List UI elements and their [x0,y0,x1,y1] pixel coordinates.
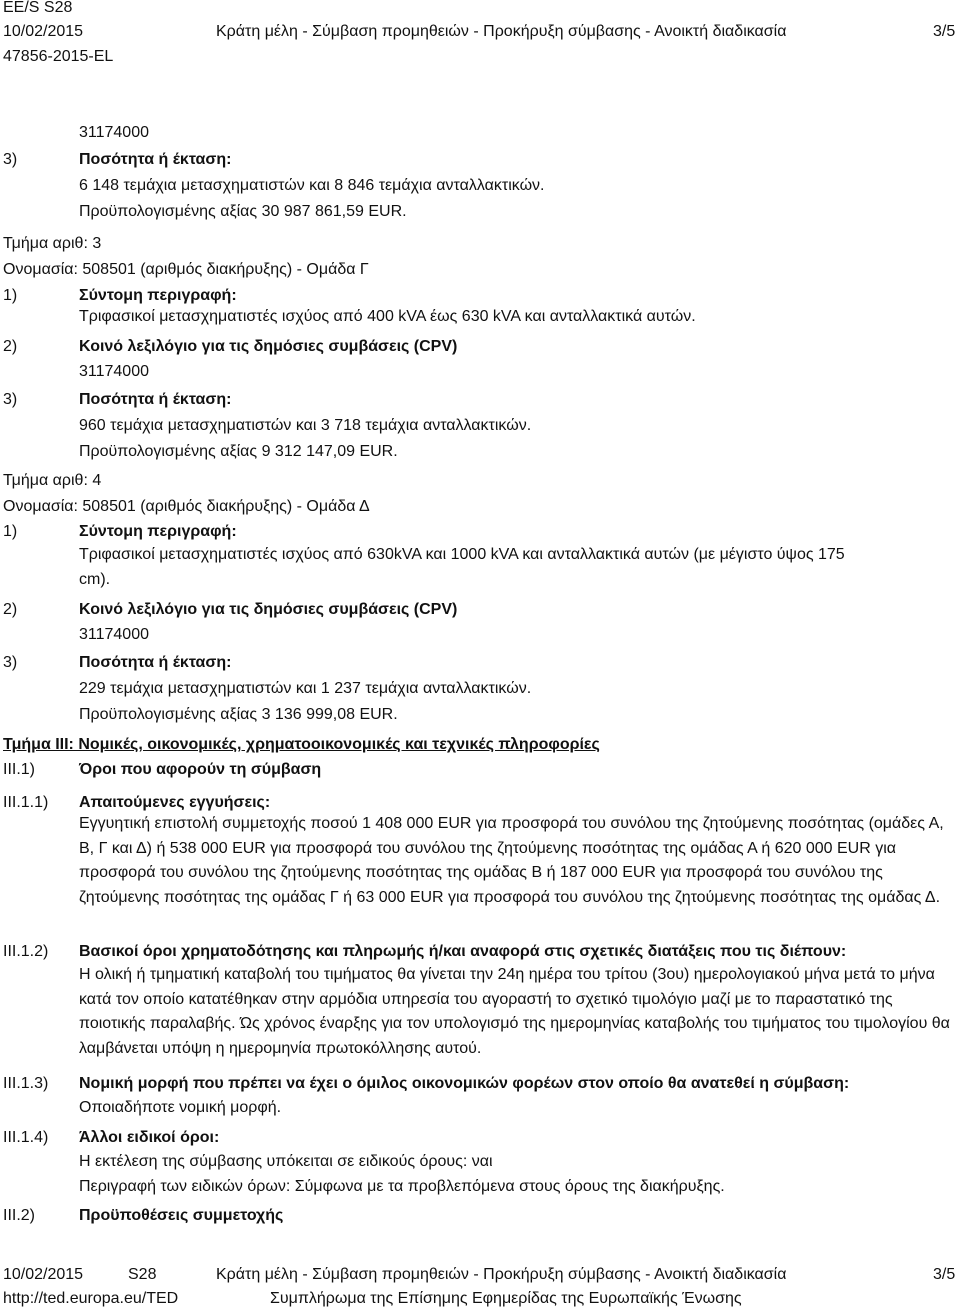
lot4-number: Τμήμα αριθ: 4 [3,472,102,489]
lot3-number: Τμήμα αριθ: 3 [3,235,102,252]
s311-title: Απαιτούμενες εγγυήσεις: [79,794,271,811]
header-date: 10/02/2015 [3,23,84,40]
s32-title: Προϋποθέσεις συμμετοχής [79,1207,284,1224]
s314-line1: Η εκτέλεση της σύμβασης υπόκειται σε ειδικούς όρους: ναι [79,1153,493,1170]
footer-title: Κράτη μέλη - Σύμβαση προμηθειών - Προκήρυξη σύμβασης - Ανοικτή διαδικασία [216,1266,787,1283]
header-doc-code: EE/S S28 [3,0,73,16]
cont-qty-line1: 6 148 τεμάχια μετασχηματιστών και 8 846 τεμάχια ανταλλακτικών. [79,177,545,194]
lot4-name: Ονομασία: 508501 (αριθμός διακήρυξης) - Ομάδα Δ [3,498,370,515]
lot3-qty-line1: 960 τεμάχια μετασχηματιστών και 3 718 τεμάχια ανταλλακτικών. [79,417,532,434]
lot3-desc-text: Τριφασικοί μετασχηματιστές ισχύος από 400 kVA έως 630 kVA και ανταλλακτικά αυτών. [79,308,696,325]
s312-title: Βασικοί όροι χρηματοδότησης και πληρωμής ή/και αναφορά στις σχετικές διατάξεις που τις διέπουν: [79,943,847,960]
lot3-qty-number: 3) [3,391,18,408]
s312-text: Η ολική ή τμηματική καταβολή του τιμήματος θα γίνεται την 24η ημέρα του τρίτου (3ου) ημερολογιακού μήνα μετά το μήνα κατά τον οποίο κατατέθηκαν στην αρμόδια υπηρεσία του αγοραστή το σχετικό τιμολόγιο μαζί με το παραστατικό της ποιοτικής παραλαβής. Ώς χρόνος έναρξης για τον υπολογισμό της ημερομηνίας καταβολής του τιμήματος του τιμολογίου θα λαμβάνεται υπόψη η ημερομηνία πρωτοκόλλησης αυτού. [79,966,950,1057]
lot4-desc-number: 1) [3,523,18,540]
header-notice-id: 47856-2015-EL [3,48,114,65]
lot4-desc-label: Σύντομη περιγραφή: [79,523,237,540]
lot3-qty-label: Ποσότητα ή έκταση: [79,391,232,408]
lot3-name: Ονομασία: 508501 (αριθμός διακήρυξης) - Ομάδα Γ [3,261,369,278]
cont-qty-label: Ποσότητα ή έκταση: [79,151,232,168]
footer-code: S28 [128,1266,157,1283]
s313-title: Νομική μορφή που πρέπει να έχει ο όμιλος οικονομικών φορέων στον οποίο θα ανατεθεί η σύμβαση: [79,1075,850,1092]
lot4-cpv-label: Κοινό λεξιλόγιο για τις δημόσιες συμβάσεις (CPV) [79,601,458,618]
lot3-desc-label: Σύντομη περιγραφή: [79,287,237,304]
header-title: Κράτη μέλη - Σύμβαση προμηθειών - Προκήρυξη σύμβασης - Ανοικτή διαδικασία [216,23,787,40]
lot4-qty-label: Ποσότητα ή έκταση: [79,654,232,671]
cont-cpv-code: 31174000 [79,124,149,141]
s31-title: Όροι που αφορούν τη σύμβαση [79,761,322,778]
s314-line2: Περιγραφή των ειδικών όρων: Σύμφωνα με τα προβλεπόμενα στους όρους της διακήρυξης. [79,1178,725,1195]
footer-url[interactable]: http://ted.europa.eu/TED [3,1290,179,1307]
footer-supplement: Συμπλήρωμα της Επίσημης Εφημερίδας της Ευρωπαϊκής Ένωσης [270,1290,742,1307]
s311-number: III.1.1) [3,794,49,811]
s313-number: III.1.3) [3,1075,49,1092]
s313-text: Οποιαδήποτε νομική μορφή. [79,1099,282,1116]
s314-title: Άλλοι ειδικοί όροι: [79,1129,220,1146]
lot4-cpv-code: 31174000 [79,626,149,643]
lot4-qty-line2: Προϋπολογισμένης αξίας 3 136 999,08 EUR. [79,706,398,723]
s314-number: III.1.4) [3,1129,49,1146]
lot4-cpv-number: 2) [3,601,18,618]
lot4-qty-line1: 229 τεμάχια μετασχηματιστών και 1 237 τεμάχια ανταλλακτικών. [79,680,532,697]
footer-page-number: 3/5 [933,1266,956,1283]
s31-number: III.1) [3,761,36,778]
lot4-qty-number: 3) [3,654,18,671]
cont-qty-number: 3) [3,151,18,168]
lot3-cpv-code: 31174000 [79,363,149,380]
lot4-desc-line1: Τριφασικοί μετασχηματιστές ισχύος από 630kVA και 1000 kVA και ανταλλακτικά αυτών (με μέγιστο ύψος 175 [79,546,845,563]
lot4-desc-line2: cm). [79,571,111,588]
lot3-cpv-label: Κοινό λεξιλόγιο για τις δημόσιες συμβάσεις (CPV) [79,338,458,355]
s311-text: Εγγυητική επιστολή συμμετοχής ποσού 1 408 000 EUR για προσφορά του συνόλου της ζητούμενης ποσότητας (ομάδες Α, Β, Γ και Δ) ή 538 000 EUR για προσφορά του συνόλου της ζητούμενης ποσότητας της ομάδας Α ή 620 000 EUR για προσφορά του συνόλου της ζητούμενης ποσότητας της ομάδας Β ή 187 000 EUR για προσφορά του συνόλου της ζητούμενης ποσότητας της ομάδας Γ ή 63 000 EUR για προσφορά του συνόλου της ζητούμενης ποσότητας της ομάδας Δ. [79,815,944,906]
cont-qty-line2: Προϋπολογισμένης αξίας 30 987 861,59 EUR. [79,203,407,220]
header-page-number: 3/5 [933,23,956,40]
footer-date: 10/02/2015 [3,1266,84,1283]
s312-number: III.1.2) [3,943,49,960]
lot3-qty-line2: Προϋπολογισμένης αξίας 9 312 147,09 EUR. [79,443,398,460]
s32-number: III.2) [3,1207,36,1224]
lot3-cpv-number: 2) [3,338,18,355]
lot3-desc-number: 1) [3,287,18,304]
section3-heading: Τμήμα III: Νομικές, οικονομικές, χρηματοοικονομικές και τεχνικές πληροφορίες [3,736,600,753]
